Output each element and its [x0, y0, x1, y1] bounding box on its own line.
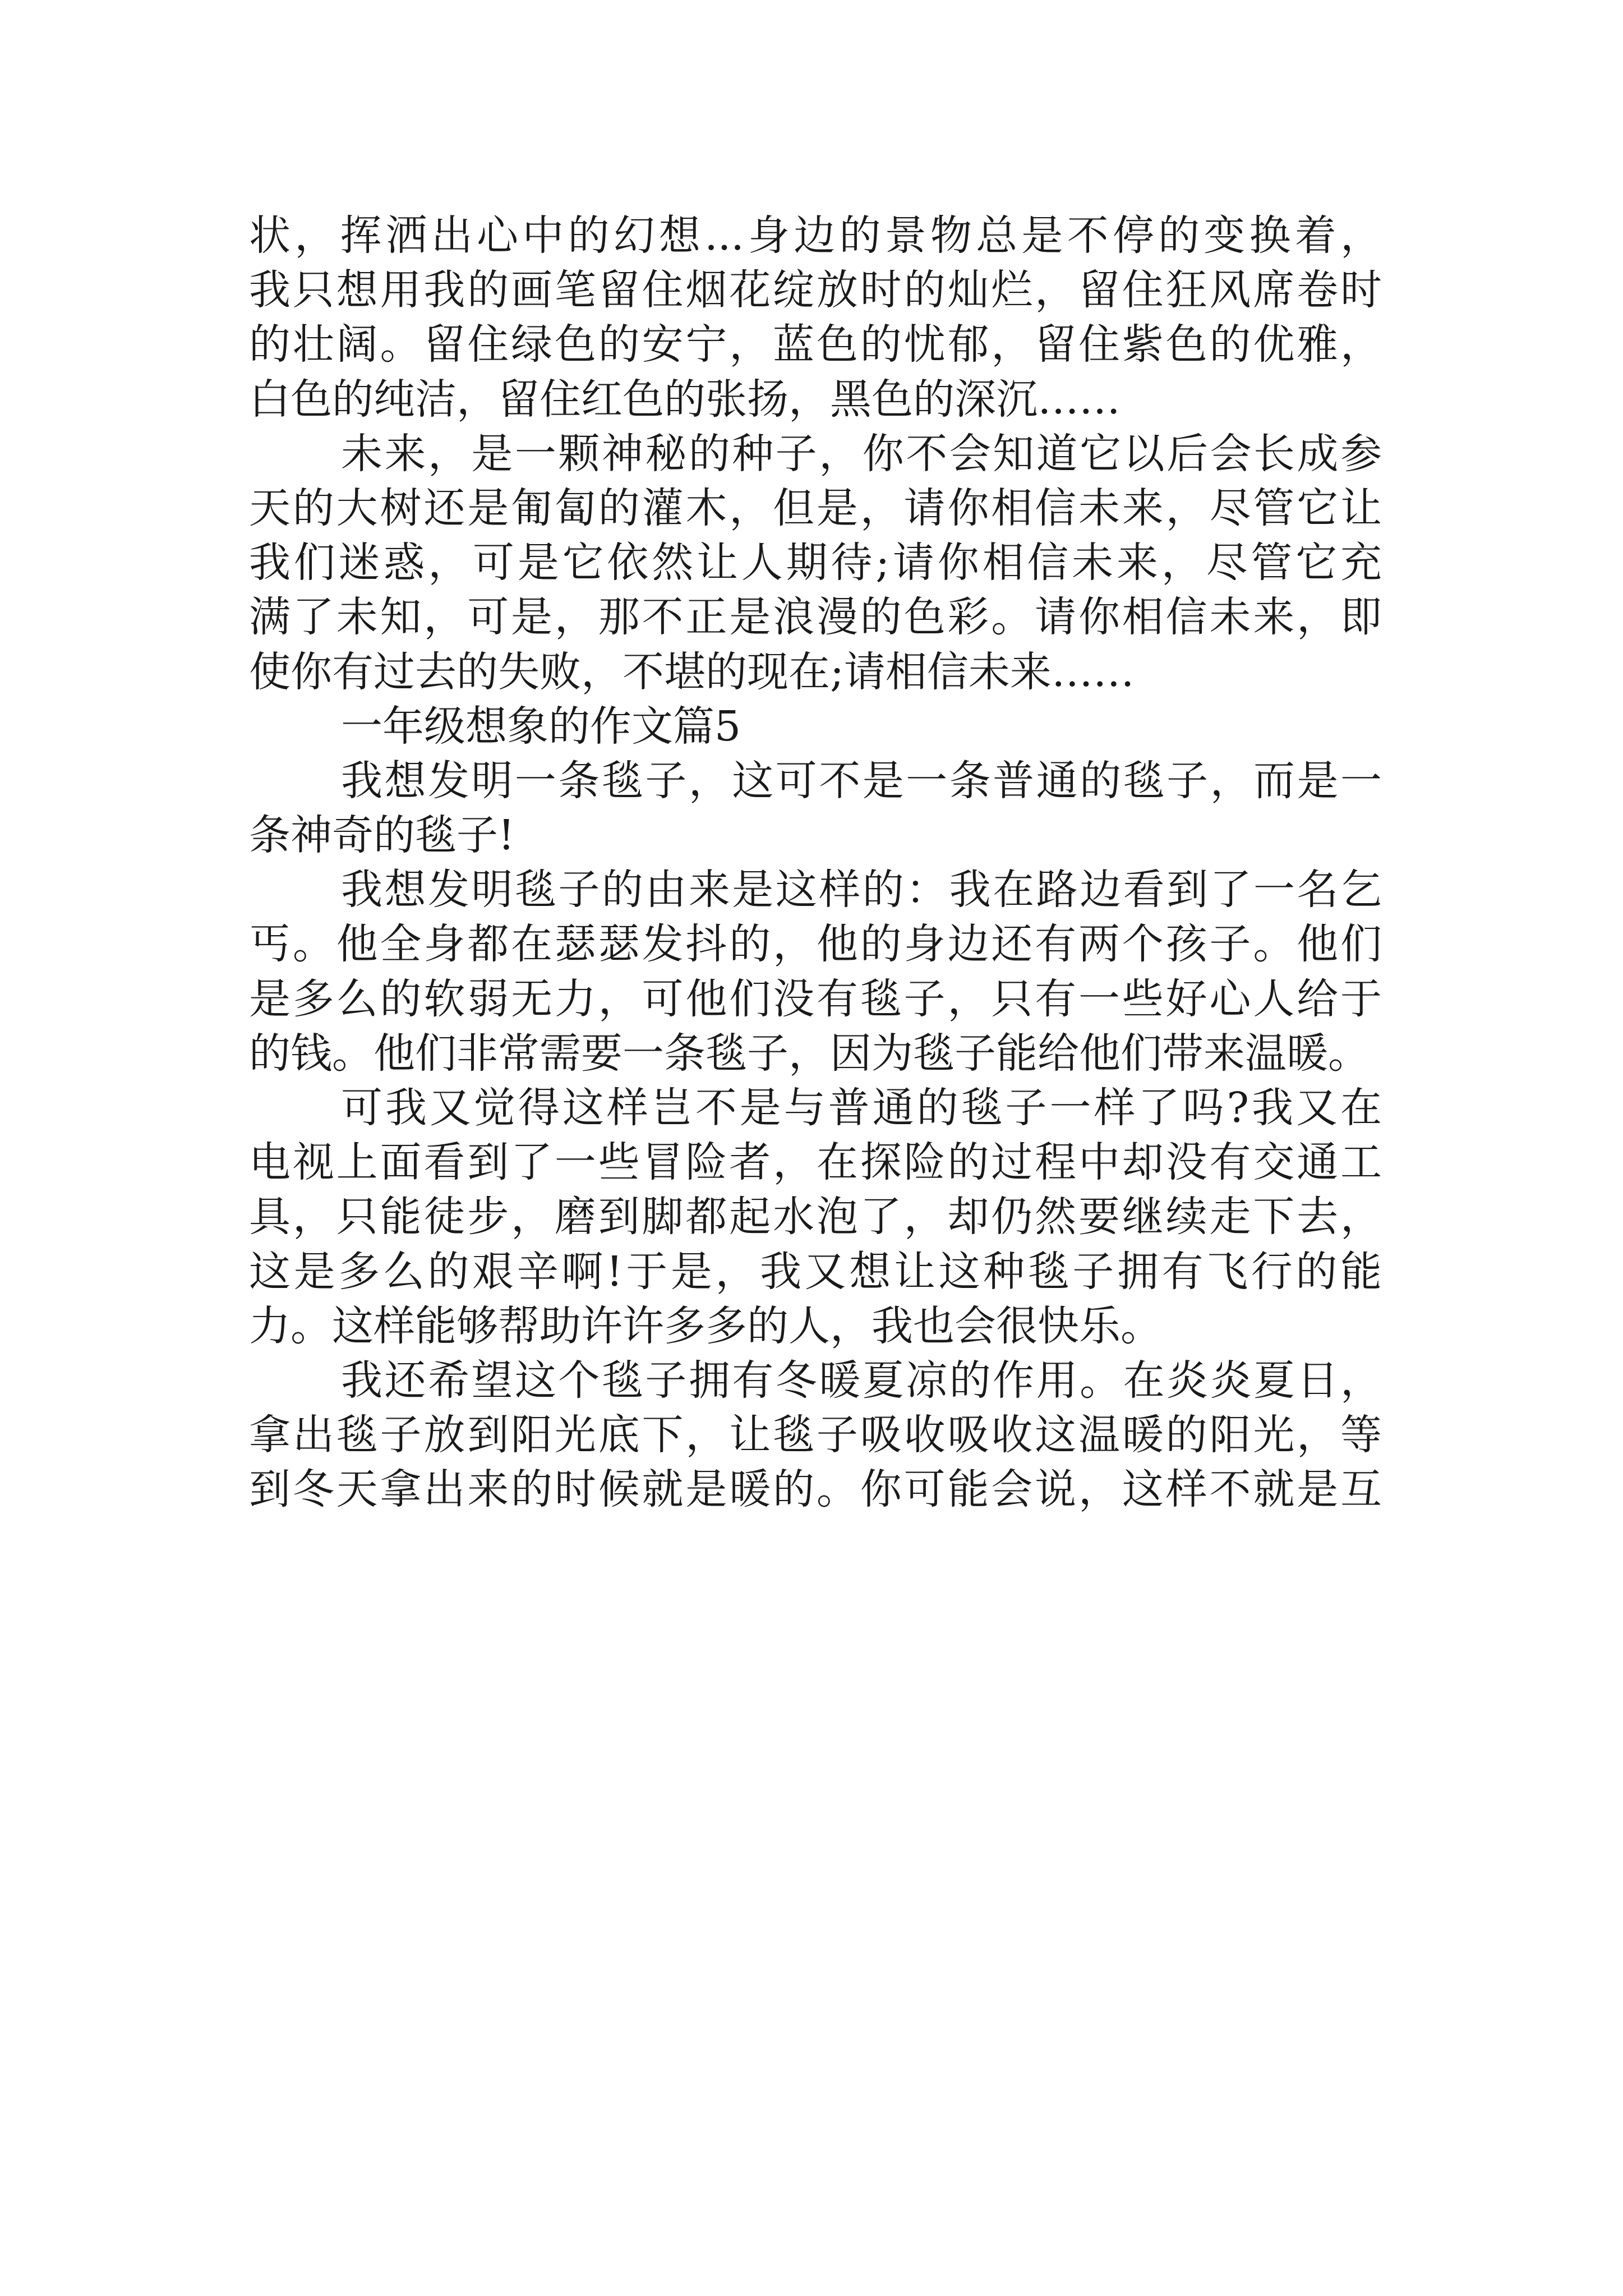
text-line: 是多么的软弱无力，可他们没有毯子，只有一些好心人给于	[249, 974, 1382, 1023]
text-line: 的钱。他们非常需要一条毯子，因为毯子能给他们带来温暖。	[249, 1029, 1370, 1078]
document-body	[249, 209, 1382, 1517]
text-line: 条神奇的毯子!	[249, 811, 515, 860]
text-line: 我想发明毯子的由来是这样的：我在路边看到了一名乞	[341, 866, 1382, 914]
text-line: 我们迷惑，可是它依然让人期待;请你相信未来，尽管它充	[249, 539, 1382, 587]
text-line: 我想发明一条毯子，这可不是一条普通的毯子，而是一	[341, 756, 1382, 805]
text-line: 这是多么的艰辛啊!于是，我又想让这种毯子拥有飞行的能	[249, 1247, 1382, 1296]
text-line: 使你有过去的失败，不堪的现在;请相信未来……	[249, 647, 1135, 696]
text-line: 拿出毯子放到阳光底下，让毯子吸收吸收这温暖的阳光，等	[249, 1411, 1382, 1460]
text-line: 丐。他全身都在瑟瑟发抖的，他的身边还有两个孩子。他们	[249, 920, 1382, 969]
text-line: 电视上面看到了一些冒险者，在探险的过程中却没有交通工	[249, 1138, 1382, 1187]
text-line: 的壮阔。留住绿色的安宁，蓝色的忧郁，留住紫色的优雅，	[249, 320, 1382, 369]
text-line: 我还希望这个毯子拥有冬暖夏凉的作用。在炎炎夏日，	[341, 1356, 1382, 1405]
text-line: 状，挥洒出心中的幻想...身边的景物总是不停的变换着，	[249, 211, 1382, 260]
text-line: 天的大树还是匍匐的灌木，但是，请你相信未来，尽管它让	[249, 484, 1382, 532]
text-line: 可我又觉得这样岂不是与普通的毯子一样了吗?我又在	[341, 1084, 1382, 1132]
text-line: 具，只能徒步，磨到脚都起水泡了，却仍然要继续走下去，	[249, 1193, 1382, 1241]
text-line: 未来，是一颗神秘的种子，你不会知道它以后会长成参	[341, 429, 1382, 478]
text-line: 满了未知，可是，那不正是浪漫的色彩。请你相信未来，即	[249, 593, 1382, 642]
text-line: 到冬天拿出来的时候就是暖的。你可能会说，这样不就是互	[249, 1465, 1382, 1514]
text-line: 我只想用我的画笔留住烟花绽放时的灿烂，留住狂风席卷时	[249, 266, 1382, 315]
text-line: 力。这样能够帮助许许多多的人，我也会很快乐。	[249, 1301, 1162, 1350]
text-line: 白色的纯洁，留住红色的张扬，黑色的深沉……	[249, 375, 1121, 424]
section-heading: 一年级想象的作文篇5	[341, 702, 741, 751]
